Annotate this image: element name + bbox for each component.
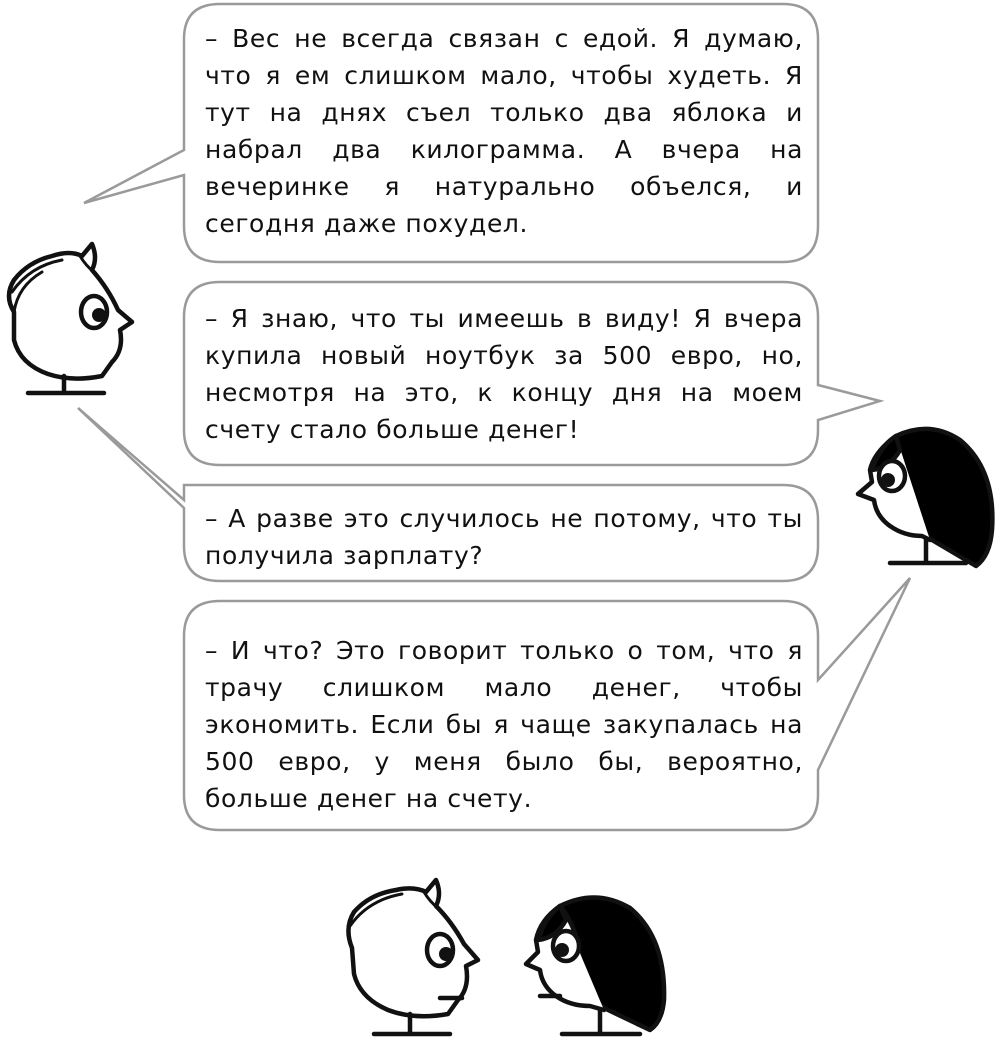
speech-bubble-2-text: – Я знаю, что ты имеешь в виду! Я вчера купила новый ноутбук за 500 евро, но, несмотря на это, к концу дня на моем счету стало больше денег! [205,304,803,444]
woman-character-bottom [526,897,664,1034]
speech-bubble-4-text: – И что? Это говорит только о том, что я трачу слишком мало денег, чтобы экономить. Если бы я чаще закупалась на 500 евро, у меня было бы, вероятно, больше денег на счету. [205,636,803,813]
woman-character [858,429,992,566]
speech-bubble-3-text: – А разве это случилось не потому, что ты получила зарплату? [205,504,803,570]
man-character [9,244,132,393]
speech-bubble-1-text: – Вес не всегда связан с едой. Я думаю, что я ем слишком мало, чтобы худеть. Я тут на днях съел только два яблока и набрал два килограмма. А вчера на вечеринке я натурально объелся, и сегодня даже похудел. [205,24,803,238]
man-character-bottom [348,880,478,1034]
